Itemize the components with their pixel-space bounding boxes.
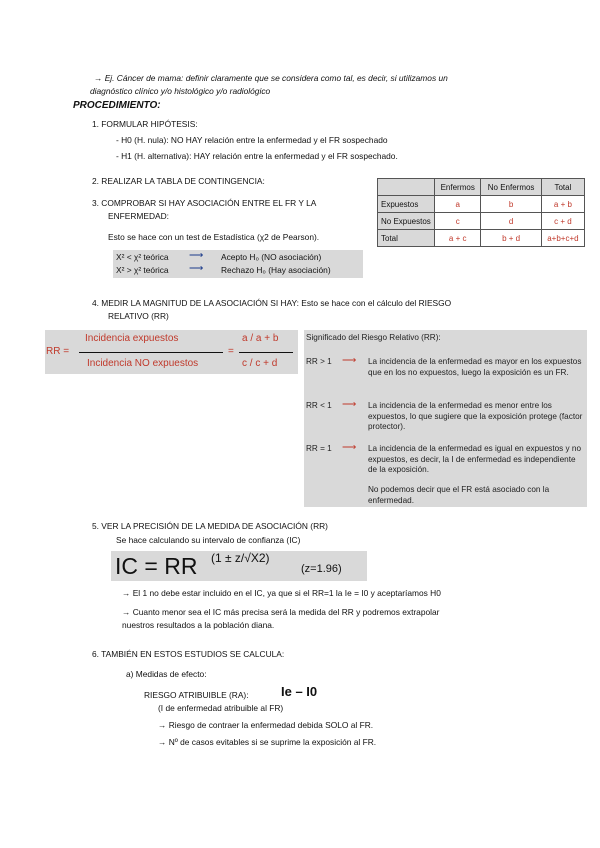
step3-title-2: ENFERMEDAD:: [108, 211, 169, 221]
rr-numerator-2: a / a + b: [242, 333, 279, 344]
chi-row2-left: X² > χ² teórica: [116, 265, 169, 275]
rr-lt-1-label: RR < 1: [306, 401, 332, 410]
table-header: Total: [541, 179, 584, 196]
ic-formula-main: IC = RR: [115, 553, 198, 579]
ra-bullet-1: → Riesgo de contraer la enfermedad debida SOLO al FR.: [158, 720, 374, 730]
ra-bullet-2: → Nº de casos evitables si se suprime la exposición al FR.: [158, 737, 377, 747]
fraction-line: [79, 352, 223, 353]
rr-numerator: Incidencia expuestos: [85, 333, 179, 344]
table-cell: a: [435, 196, 481, 213]
ra-sub: (I de enfermedad atribuible al FR): [158, 703, 284, 713]
table-cell: c + d: [541, 213, 584, 230]
table-cell: [378, 179, 435, 196]
rr-eq-1-note: No podemos decir que el FR está asociado con la enfermedad.: [368, 485, 550, 505]
step5-sub: Se hace calculando su intervalo de confianza (IC): [116, 535, 301, 545]
step5-title: 5. VER LA PRECISIÓN DE LA MEDIDA DE ASOCIACIÓN (RR): [92, 521, 328, 531]
rr-eq-1-label: RR = 1: [306, 444, 332, 453]
arrow-right-icon: ⟶: [189, 250, 204, 261]
step5-note-1: → El 1 no debe estar incluido en el IC, ya que si el RR=1 la Ie = I0 y aceptaríamos H0: [122, 588, 441, 598]
ic-formula-z: (z=1.96): [301, 563, 342, 575]
table-header: No Enfermos: [481, 179, 541, 196]
step1-h0: - H0 (H. nula): NO HAY relación entre la enfermedad y el FR sospechado: [116, 135, 388, 145]
step6-title: 6. TAMBIÉN EN ESTOS ESTUDIOS SE CALCULA:: [92, 649, 285, 659]
rr-denominator-2: c / c + d: [242, 358, 278, 369]
rr-lt-1-text: La incidencia de la enfermedad es menor entre los expuestos, lo que sugiere que la exposición protege (factor protector).: [368, 401, 583, 431]
rr-gt-1-text: La incidencia de la enfermedad es mayor en los expuestos que en los no expuestos, luego la exposición es un FR.: [368, 357, 582, 377]
ic-formula-box: [111, 551, 367, 581]
table-row: [378, 230, 585, 247]
step3-title-1: 3. COMPROBAR SI HAY ASOCIACIÓN ENTRE EL FR Y LA: [92, 198, 317, 208]
table-row-label: No Expuestos: [378, 213, 435, 230]
arrow-right-icon: ⟶: [342, 442, 357, 453]
chi-row1-right: Acepto H₀ (NO asociación): [221, 252, 322, 262]
step2-title: 2. REALIZAR LA TABLA DE CONTINGENCIA:: [92, 176, 265, 186]
step6-a: a) Medidas de efecto:: [126, 669, 207, 679]
rr-formula-box: [45, 330, 298, 374]
table-cell: d: [481, 213, 541, 230]
ra-label: RIESGO ATRIBUIBLE (RA):: [144, 690, 249, 700]
step1-title: 1. FORMULAR HIPÓTESIS:: [92, 119, 198, 129]
step3-note: Esto se hace con un test de Estadística (χ2 de Pearson).: [108, 232, 320, 242]
chi-row1-left: X² < χ² teórica: [116, 252, 169, 262]
table-row: [378, 196, 585, 213]
chi-row2-right: Rechazo H₀ (Hay asociación): [221, 265, 331, 275]
table-row: [378, 179, 585, 196]
procedimiento-title: PROCEDIMIENTO:: [73, 100, 161, 111]
table-cell: a+b+c+d: [541, 230, 584, 247]
step5-note-2b: nuestros resultados a la población diana.: [122, 620, 275, 630]
contingency-table: [377, 178, 585, 247]
step4-line-2: RELATIVO (RR): [108, 311, 169, 321]
intro-line-2: diagnóstico clínico y/o histológico y/o radiológico: [90, 86, 271, 96]
ic-formula-exponent: (1 ± z/√X2): [211, 551, 270, 565]
rr-gt-1-label: RR > 1: [306, 357, 332, 366]
step5-note-2a: → Cuanto menor sea el IC más precisa será la medida del RR y podremos extrapolar: [122, 607, 440, 617]
rr-eq-1-text: La incidencia de la enfermedad es igual en expuestos y no expuestos, es decir, la I de enfermedad es independiente de la exposición.: [368, 444, 582, 474]
arrow-right-icon: ⟶: [189, 263, 204, 274]
fraction-line: [239, 352, 293, 353]
arrow-right-icon: ⟶: [342, 399, 357, 410]
table-row-label: Expuestos: [378, 196, 435, 213]
step4-line-1: 4. MEDIR LA MAGNITUD DE LA ASOCIACIÓN SI HAY: Esto se hace con el cálculo del RIESGO: [92, 298, 452, 308]
table-cell: a + c: [435, 230, 481, 247]
table-cell: a + b: [541, 196, 584, 213]
table-row: [378, 213, 585, 230]
table-cell: c: [435, 213, 481, 230]
rr-meaning-title: Significado del Riesgo Relativo (RR):: [306, 333, 441, 342]
rr-meaning-box: [304, 330, 587, 507]
table-cell: b: [481, 196, 541, 213]
rr-denominator: Incidencia NO expuestos: [87, 358, 199, 369]
chi-square-box: [113, 250, 363, 278]
table-cell: b + d: [481, 230, 541, 247]
rr-equals: =: [228, 346, 234, 357]
table-row-label: Total: [378, 230, 435, 247]
arrow-right-icon: ⟶: [342, 355, 357, 366]
rr-lhs: RR =: [46, 346, 70, 357]
intro-line-1: → Ej. Cáncer de mama: definir claramente que se considera como tal, es decir, si utilizamos un: [94, 73, 448, 83]
table-header: Enfermos: [435, 179, 481, 196]
step1-h1: - H1 (H. alternativa): HAY relación entre la enfermedad y el FR sospechado.: [116, 151, 398, 161]
ra-formula: Ie – I0: [281, 684, 318, 699]
